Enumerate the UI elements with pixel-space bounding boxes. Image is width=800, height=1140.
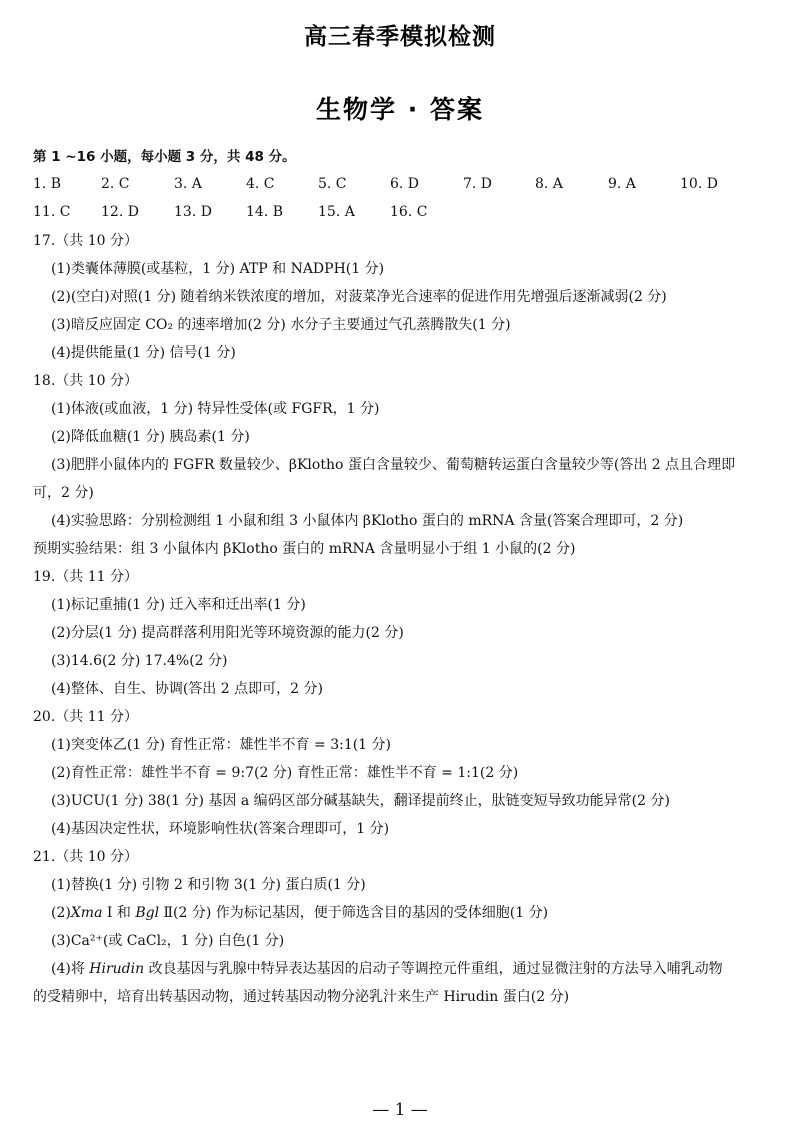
answer-line: (2)(空白)对照(1 分) 随着纳米铁浓度的增加，对菠菜净光合速率的促进作用先增强后逐渐减弱(2 分) [51, 289, 667, 305]
mc-answer: 10. D [680, 176, 718, 192]
mc-answer: 9. A [608, 176, 636, 192]
mc-answer: 6. D [390, 176, 420, 192]
page-title: 高三春季模拟检测 [304, 24, 496, 50]
answer-line: 可，2 分) [33, 485, 94, 501]
gene-name: Hirudin [89, 961, 145, 977]
answer-line: (2)育性正常：雄性半不育 = 9:7(2 分) 育性正常：雄性半不育 = 1:1(2 分) [51, 765, 519, 781]
page-number: — 1 — [372, 1100, 428, 1120]
mc-answer: 12. D [101, 204, 139, 220]
answer-line: (3)Ca²⁺(或 CaCl₂，1 分) 白色(1 分) [51, 933, 285, 949]
answer-text: Ⅰ 和 [102, 905, 136, 921]
answer-line: (1)突变体乙(1 分) 育性正常：雄性半不育 = 3:1(1 分) [51, 737, 392, 753]
answer-text: (2) [51, 905, 71, 921]
answer-line [51, 904, 548, 922]
mc-answer: 11. C [33, 204, 71, 220]
answer-line: (4)基因决定性状，环境影响性状(答案合理即可，1 分) [51, 821, 390, 837]
mc-answer: 15. A [318, 204, 355, 220]
question-heading: 19.（共 11 分） [33, 569, 138, 585]
answer-line: (2)降低血糖(1 分) 胰岛素(1 分) [51, 429, 250, 445]
answer-line: (3)暗反应固定 CO₂ 的速率增加(2 分) 水分子主要通过气孔蒸腾散失(1 分) [51, 317, 511, 333]
answer-line: (3)肥胖小鼠体内的 FGFR 数量较少、βKlotho 蛋白含量较少、葡萄糖转运蛋白含量较少等(答出 2 点且合理即 [51, 457, 736, 473]
mc-answer: 13. D [174, 204, 212, 220]
question-heading: 20.（共 11 分） [33, 709, 138, 725]
mc-answer: 3. A [174, 176, 202, 192]
question-heading: 18.（共 10 分） [33, 373, 138, 389]
answer-line [51, 960, 723, 978]
mc-intro: 第 1 ~16 小题，每小题 3 分，共 48 分。 [33, 149, 296, 165]
answer-line: (4)整体、自生、协调(答出 2 点即可，2 分) [51, 681, 323, 697]
answer-text: 改良基因与乳腺中特异表达基因的启动子等调控元件重组，通过显微注射的方法导入哺乳动物 [144, 961, 723, 977]
mc-answer: 16. C [390, 204, 428, 220]
mc-answer: 5. C [318, 176, 347, 192]
answer-line: (4)实验思路：分别检测组 1 小鼠和组 3 小鼠体内 βKlotho 蛋白的 mRNA 含量(答案合理即可，2 分) [51, 513, 684, 529]
answer-line: (1)类囊体薄膜(或基粒，1 分) ATP 和 NADPH(1 分) [51, 261, 385, 277]
answer-line: (1)替换(1 分) 引物 2 和引物 3(1 分) 蛋白质(1 分) [51, 877, 366, 893]
question-heading: 17.（共 10 分） [33, 233, 138, 249]
answer-line: (3)14.6(2 分) 17.4%(2 分) [51, 653, 228, 669]
mc-answer: 4. C [246, 176, 275, 192]
enzyme-name: Xma [70, 905, 103, 921]
mc-answer: 8. A [535, 176, 563, 192]
mc-answer: 1. B [33, 176, 62, 192]
mc-answer: 14. B [246, 204, 284, 220]
answer-line: (4)提供能量(1 分) 信号(1 分) [51, 345, 236, 361]
answer-line: (2)分层(1 分) 提高群落利用阳光等环境资源的能力(2 分) [51, 625, 404, 641]
mc-answer: 7. D [463, 176, 493, 192]
answer-line: 的受精卵中，培育出转基因动物，通过转基因动物分泌乳汁来生产 Hirudin 蛋白(2 分) [33, 989, 570, 1005]
answer-line: (1)体液(或血液，1 分) 特异性受体(或 FGFR，1 分) [51, 401, 380, 417]
answer-text: Ⅱ(2 分) 作为标记基因，便于筛选含目的基因的受体细胞(1 分) [159, 905, 549, 921]
mc-answer: 2. C [101, 176, 130, 192]
enzyme-name: Bgl [135, 905, 160, 921]
answer-text: (4)将 [51, 961, 90, 977]
subject-title: 生物学 · 答案 [316, 95, 484, 124]
question-heading: 21.（共 10 分） [33, 849, 138, 865]
answer-line: (1)标记重捕(1 分) 迁入率和迁出率(1 分) [51, 597, 306, 613]
answer-line: 预期实验结果：组 3 小鼠体内 βKlotho 蛋白的 mRNA 含量明显小于组 1 小鼠的(2 分) [33, 541, 576, 557]
answer-line: (3)UCU(1 分) 38(1 分) 基因 a 编码区部分碱基缺失，翻译提前终止，肽链变短导致功能异常(2 分) [51, 793, 670, 809]
